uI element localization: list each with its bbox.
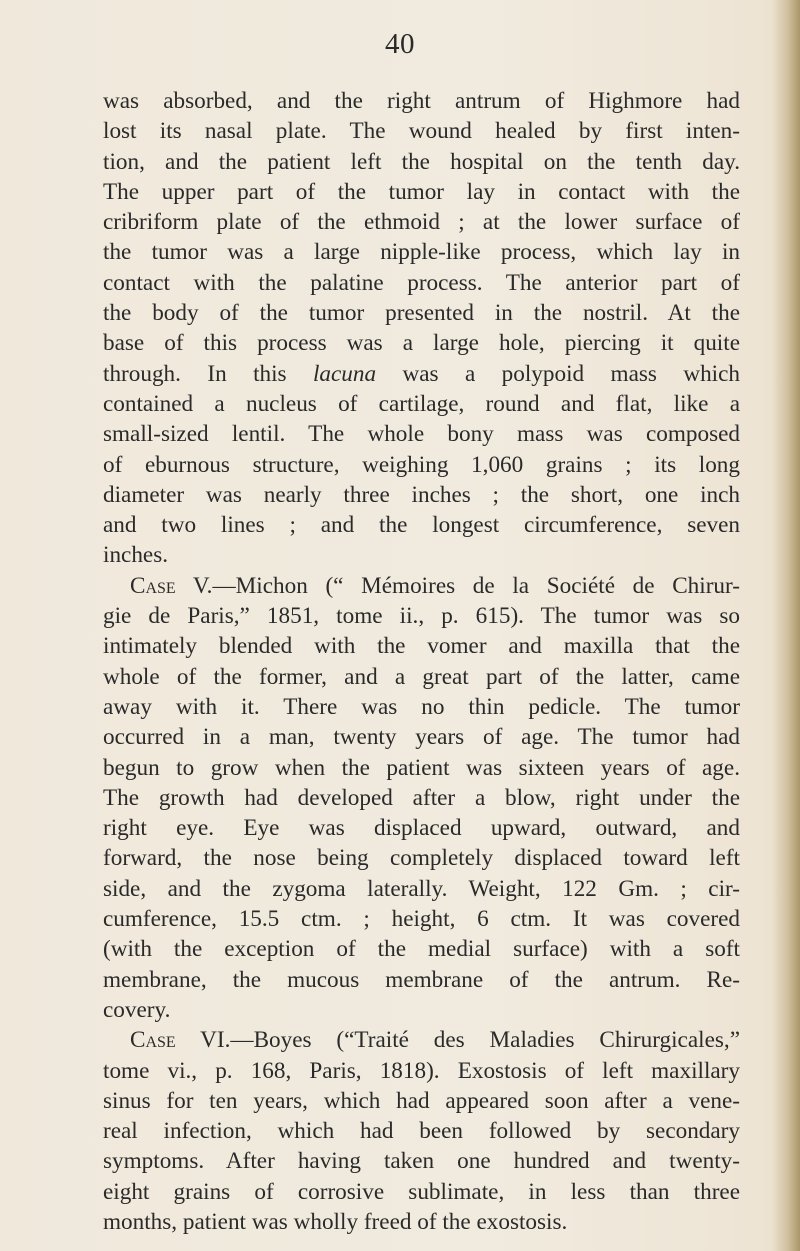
text-line: cumference, 15.5 ctm. ; height, 6 ctm. It was covered xyxy=(103,906,740,933)
text-line: the body of the tumor presented in the nostril. At the xyxy=(103,300,740,327)
text-line: contact with the palatine process. The anterior part of xyxy=(103,269,740,296)
text-line: side, and the zygoma laterally. Weight, 122 Gm. ; cir- xyxy=(103,875,740,902)
text-line: inches. xyxy=(103,542,169,569)
text-line: contained a nucleus of cartilage, round and flat, like a xyxy=(103,390,740,417)
text-line: eight grains of corrosive sublimate, in less than three xyxy=(103,1178,740,1205)
text-line xyxy=(103,359,740,389)
text-segment: —Michon (“ Mémoires de la Société de Chirur- xyxy=(212,572,740,599)
text-segment: through. In this xyxy=(103,360,313,387)
text-line: whole of the former, and a great part of the latter, came xyxy=(103,663,740,690)
text-line: gie de Paris,” 1851, tome ii., p. 615). The tumor was so xyxy=(103,603,740,630)
text-line: months, patient was wholly freed of the exostosis. xyxy=(103,1208,568,1235)
text-line xyxy=(103,1025,740,1055)
text-line: occurred in a man, twenty years of age. The tumor had xyxy=(103,724,740,751)
text-segment: was a polypoid mass which xyxy=(376,360,740,387)
text-line: was absorbed, and the right antrum of Highmore had xyxy=(103,88,740,114)
case-heading: Case VI. xyxy=(130,1027,231,1054)
text-line: the tumor was a large nipple-like process, which lay in xyxy=(103,239,740,266)
text-line: base of this process was a large hole, piercing it quite xyxy=(103,330,740,357)
text-line: cribriform plate of the ethmoid ; at the lower surface of xyxy=(103,209,740,236)
text-line: forward, the nose being completely displaced toward left xyxy=(103,845,740,872)
text-line: small-sized lentil. The whole bony mass was composed xyxy=(103,421,740,448)
body-text xyxy=(103,86,740,1237)
italic-term: lacuna xyxy=(312,360,377,387)
case-heading: Case V. xyxy=(130,572,213,599)
text-line: diameter was nearly three inches ; the short, one inch xyxy=(103,481,740,508)
text-line: real infection, which had been followed by secondary xyxy=(103,1118,740,1145)
text-line: and two lines ; and the longest circumference, seven xyxy=(103,512,740,539)
text-line: The growth had developed after a blow, right under the xyxy=(103,784,740,811)
text-line: covery. xyxy=(103,996,171,1023)
text-line: tome vi., p. 168, Paris, 1818). Exostosis of left maxillary xyxy=(103,1057,740,1084)
text-line: The upper part of the tumor lay in contact with the xyxy=(103,178,740,205)
text-line: of eburnous structure, weighing 1,060 grains ; its long xyxy=(103,451,740,478)
text-line: away with it. There was no thin pedicle. The tumor xyxy=(103,693,740,720)
text-segment: —Boyes (“Traité des Maladies Chirurgicales,” xyxy=(230,1027,740,1054)
page-edge-shadow xyxy=(772,0,800,1251)
text-line: intimately blended with the vomer and maxilla that the xyxy=(103,633,740,660)
text-line: symptoms. After having taken one hundred and twenty- xyxy=(103,1148,740,1175)
text-line: tion, and the patient left the hospital on the tenth day. xyxy=(103,148,740,175)
text-line: lost its nasal plate. The wound healed by first inten- xyxy=(103,118,740,145)
text-line: membrane, the mucous membrane of the antrum. Re- xyxy=(103,966,740,993)
text-line: right eye. Eye was displaced upward, outward, and xyxy=(103,815,740,842)
page-number: 40 xyxy=(385,28,415,60)
text-line: (with the exception of the medial surface) with a soft xyxy=(103,936,740,963)
text-line xyxy=(103,571,740,601)
text-line: begun to grow when the patient was sixteen years of age. xyxy=(103,754,740,781)
text-line: sinus for ten years, which had appeared soon after a vene- xyxy=(103,1087,740,1114)
